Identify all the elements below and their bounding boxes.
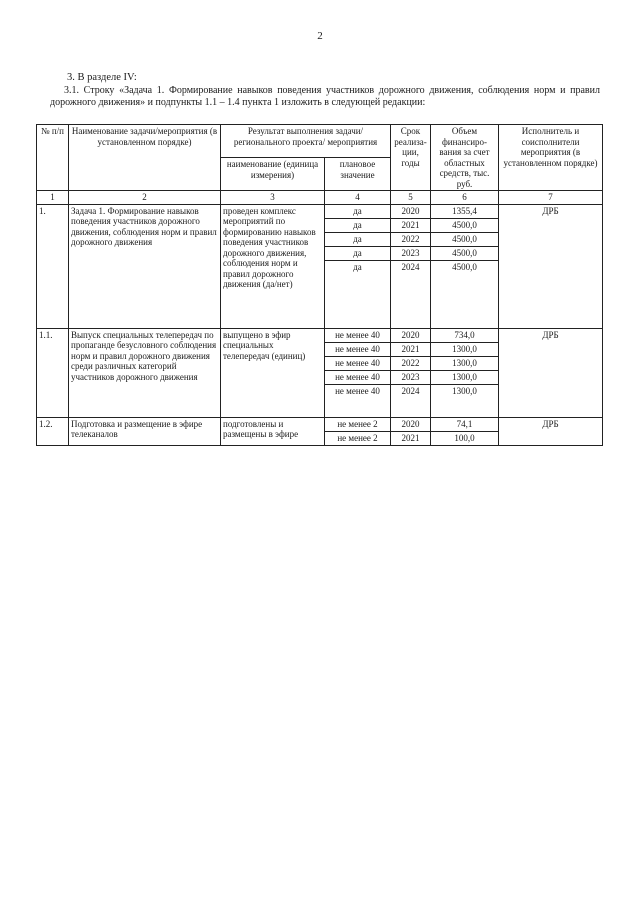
row-year: 2022 <box>391 356 431 370</box>
column-numbers-row <box>37 191 603 205</box>
row-name: Подготовка и размещение в эфире телеканалов <box>69 417 221 445</box>
row-funding: 1300,0 <box>431 356 499 370</box>
table-row <box>37 204 603 218</box>
row-funding: 734,0 <box>431 328 499 342</box>
row-funding: 4500,0 <box>431 260 499 328</box>
row-plan-value: не менее 40 <box>325 342 391 356</box>
column-number: 3 <box>221 191 325 205</box>
row-year: 2024 <box>391 384 431 417</box>
row-plan-value: да <box>325 246 391 260</box>
table-header-row <box>37 125 603 158</box>
row-funding: 1355,4 <box>431 204 499 218</box>
row-num: 1. <box>37 204 69 328</box>
header-funding: Объем финансиро-вания за счет областных средств, тыс. руб. <box>431 125 499 191</box>
row-funding: 74,1 <box>431 417 499 431</box>
row-executor: ДРБ <box>499 328 603 417</box>
row-funding: 1300,0 <box>431 384 499 417</box>
page-number: 2 <box>317 30 323 42</box>
row-result-name: выпущено в эфир специальных телепередач (единиц) <box>221 328 325 417</box>
column-number: 7 <box>499 191 603 205</box>
row-plan-value: да <box>325 204 391 218</box>
row-year: 2022 <box>391 232 431 246</box>
row-executor: ДРБ <box>499 204 603 328</box>
row-year: 2020 <box>391 204 431 218</box>
row-result-name: подготовлены и размещены в эфире <box>221 417 325 445</box>
row-plan-value: не менее 2 <box>325 417 391 431</box>
row-year: 2023 <box>391 246 431 260</box>
row-year: 2021 <box>391 218 431 232</box>
row-result-name: проведен комплекс мероприятий по формированию навыков поведения участников дорожного движения, соблюдения норм и правил дорожного движения (да/нет) <box>221 204 325 328</box>
column-number: 1 <box>37 191 69 205</box>
table-row <box>37 417 603 431</box>
row-plan-value: не менее 40 <box>325 328 391 342</box>
row-plan-value: не менее 40 <box>325 370 391 384</box>
header-result-value: плановое значение <box>325 158 391 191</box>
header-name: Наименование задачи/мероприятия (в установленном порядке) <box>69 125 221 191</box>
row-plan-value: да <box>325 260 391 328</box>
row-year: 2021 <box>391 342 431 356</box>
row-num: 1.1. <box>37 328 69 417</box>
row-num: 1.2. <box>37 417 69 445</box>
row-year: 2020 <box>391 417 431 431</box>
row-funding: 4500,0 <box>431 232 499 246</box>
row-plan-value: не менее 40 <box>325 356 391 370</box>
table-row <box>37 328 603 342</box>
row-funding: 4500,0 <box>431 246 499 260</box>
row-year: 2024 <box>391 260 431 328</box>
row-funding: 1300,0 <box>431 342 499 356</box>
column-number: 2 <box>69 191 221 205</box>
column-number: 5 <box>391 191 431 205</box>
header-num: № п/п <box>37 125 69 191</box>
row-executor: ДРБ <box>499 417 603 445</box>
column-number: 6 <box>431 191 499 205</box>
row-name: Выпуск специальных телепередач по пропаганде безусловного соблюдения норм и правил дорожного движения среди различных категорий участников дорожного движения <box>69 328 221 417</box>
header-result-name: наименование (единица измерения) <box>221 158 325 191</box>
row-funding: 100,0 <box>431 431 499 445</box>
header-executor: Исполнитель и соисполнители мероприятия (в установленном порядке) <box>499 125 603 191</box>
header-result: Результат выполнения задачи/ регионального проекта/ мероприятия <box>221 125 391 158</box>
row-plan-value: не менее 40 <box>325 384 391 417</box>
row-year: 2020 <box>391 328 431 342</box>
row-plan-value: да <box>325 232 391 246</box>
column-number: 4 <box>325 191 391 205</box>
header-period: Срок реализа-ции, годы <box>391 125 431 191</box>
row-plan-value: да <box>325 218 391 232</box>
section-heading: 3. В разделе IV: <box>67 72 137 83</box>
row-year: 2023 <box>391 370 431 384</box>
row-year: 2021 <box>391 431 431 445</box>
row-name: Задача 1. Формирование навыков поведения участников дорожного движения, соблюдения норм и правил дорожного движения <box>69 204 221 328</box>
activities-table <box>36 124 603 446</box>
amendment-intro-text: 3.1. Строку «Задача 1. Формирование навыков поведения участников дорожного движения, соблюдения норм и правил дорожного движения» и подпункты 1.1 – 1.4 пункта 1 изложить в следующей редакции: <box>50 85 600 108</box>
row-funding: 1300,0 <box>431 370 499 384</box>
row-funding: 4500,0 <box>431 218 499 232</box>
row-plan-value: не менее 2 <box>325 431 391 445</box>
